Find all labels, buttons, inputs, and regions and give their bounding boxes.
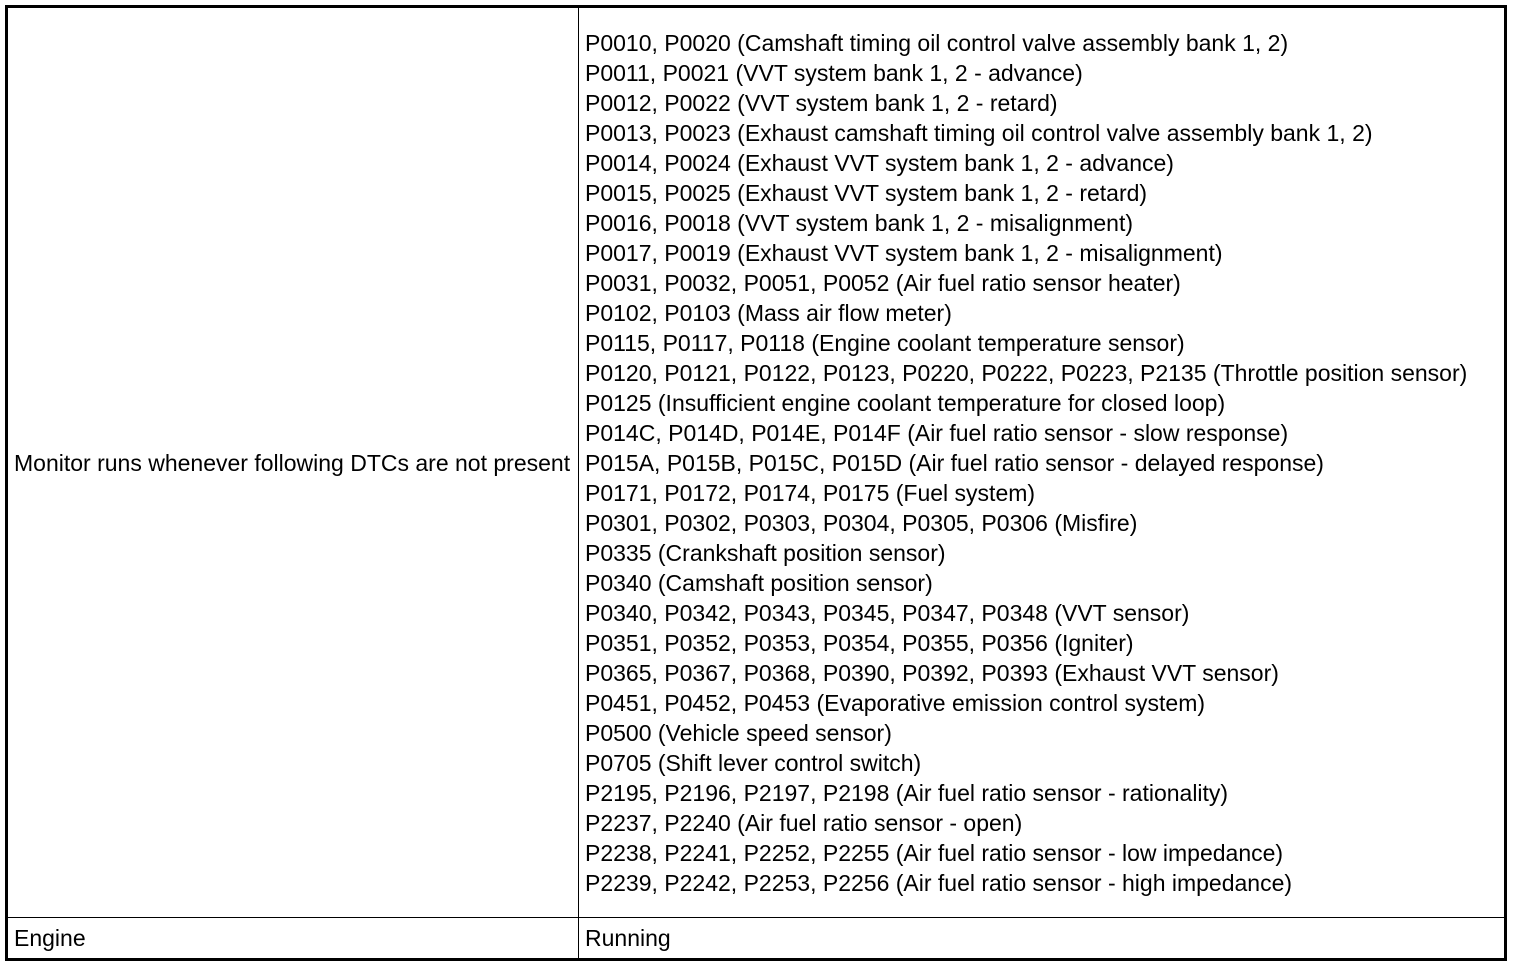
list-item: P0335 (Crankshaft position sensor)	[585, 539, 946, 566]
list-item: P0125 (Insufficient engine coolant temperature for closed loop)	[585, 389, 1226, 416]
list-item: P2239, P2242, P2253, P2256 (Air fuel ratio sensor - high impedance)	[585, 869, 1293, 896]
table-row	[7, 7, 1506, 918]
condition-value: Running	[585, 925, 671, 951]
condition-label-cell	[7, 918, 579, 960]
list-item: P0351, P0352, P0353, P0354, P0355, P0356 (Igniter)	[585, 629, 1134, 656]
monitor-conditions-table	[5, 5, 1507, 961]
condition-value-cell	[579, 918, 1506, 960]
list-item: P0451, P0452, P0453 (Evaporative emission control system)	[585, 689, 1206, 716]
list-item: P2195, P2196, P2197, P2198 (Air fuel ratio sensor - rationality)	[585, 779, 1229, 806]
list-item: P0500 (Vehicle speed sensor)	[585, 719, 892, 746]
dtc-code-list	[585, 28, 1498, 898]
list-item: P2237, P2240 (Air fuel ratio sensor - open)	[585, 809, 1023, 836]
list-item: P2238, P2241, P2252, P2255 (Air fuel ratio sensor - low impedance)	[585, 839, 1284, 866]
list-item: P0340, P0342, P0343, P0345, P0347, P0348 (VVT sensor)	[585, 599, 1190, 626]
list-item: P0010, P0020 (Camshaft timing oil control valve assembly bank 1, 2)	[585, 29, 1289, 56]
list-item: P014C, P014D, P014E, P014F (Air fuel ratio sensor - slow response)	[585, 419, 1289, 446]
list-item: P0340 (Camshaft position sensor)	[585, 569, 933, 596]
list-item: P0015, P0025 (Exhaust VVT system bank 1, 2 - retard)	[585, 179, 1148, 206]
list-item: P0031, P0032, P0051, P0052 (Air fuel ratio sensor heater)	[585, 269, 1181, 296]
list-item: P0014, P0024 (Exhaust VVT system bank 1, 2 - advance)	[585, 149, 1174, 176]
dtc-list-cell	[579, 7, 1506, 918]
list-item: P0705 (Shift lever control switch)	[585, 749, 922, 776]
table-row	[7, 918, 1506, 960]
condition-label: Engine	[14, 925, 86, 951]
list-item: P0102, P0103 (Mass air flow meter)	[585, 299, 952, 326]
list-item: P0115, P0117, P0118 (Engine coolant temperature sensor)	[585, 329, 1185, 356]
list-item: P0013, P0023 (Exhaust camshaft timing oil control valve assembly bank 1, 2)	[585, 119, 1373, 146]
list-item: P0365, P0367, P0368, P0390, P0392, P0393 (Exhaust VVT sensor)	[585, 659, 1279, 686]
list-item: P0120, P0121, P0122, P0123, P0220, P0222, P0223, P2135 (Throttle position sensor)	[585, 359, 1468, 386]
condition-label-cell	[7, 7, 579, 918]
list-item: P0016, P0018 (VVT system bank 1, 2 - misalignment)	[585, 209, 1134, 236]
list-item: P0011, P0021 (VVT system bank 1, 2 - advance)	[585, 59, 1083, 86]
list-item: P015A, P015B, P015C, P015D (Air fuel ratio sensor - delayed response)	[585, 449, 1324, 476]
list-item: P0171, P0172, P0174, P0175 (Fuel system)	[585, 479, 1036, 506]
list-item: P0017, P0019 (Exhaust VVT system bank 1, 2 - misalignment)	[585, 239, 1223, 266]
list-item: P0301, P0302, P0303, P0304, P0305, P0306 (Misfire)	[585, 509, 1138, 536]
list-item: P0012, P0022 (VVT system bank 1, 2 - retard)	[585, 89, 1058, 116]
condition-label: Monitor runs whenever following DTCs are not present	[14, 449, 571, 476]
